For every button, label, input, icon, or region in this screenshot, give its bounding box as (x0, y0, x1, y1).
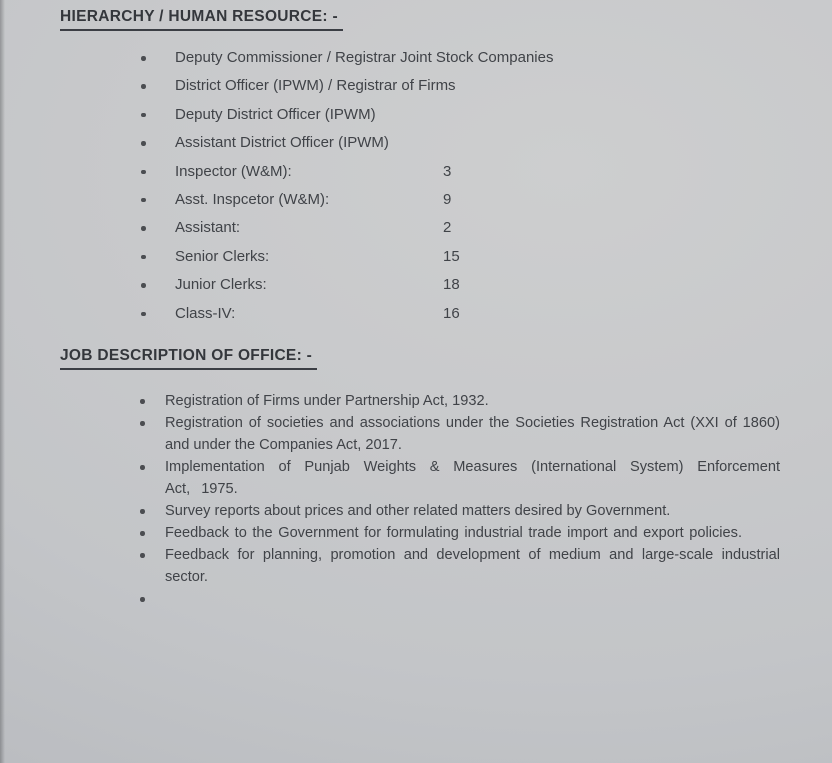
role-label: Deputy Commissioner / Registrar Joint Stock Companies (175, 49, 554, 66)
bullet-icon (141, 84, 146, 89)
job-text: Implementation of Punjab Weights & Measures (International System) Enforcement Act, 1975. (165, 459, 780, 497)
job-text: Survey reports about prices and other related matters desired by Government. (165, 503, 671, 519)
job-text: Registration of societies and associations under the Societies Registration Act (XXI of 1860) and under the Companies Act, 2017. (165, 415, 780, 453)
role-label: Assistant: (175, 219, 241, 237)
job-item (138, 500, 780, 522)
bullet-icon (141, 141, 146, 146)
hierarchy-row (140, 129, 720, 157)
role-label: Asst. Inspcetor (W&M): (175, 190, 330, 208)
bullet-icon (140, 421, 145, 426)
bullet-icon (141, 255, 146, 260)
job-item (138, 412, 780, 456)
job-text: Feedback to the Government for formulating industrial trade import and export policies. (165, 525, 743, 541)
bullet-icon (141, 113, 146, 118)
hierarchy-row (140, 72, 720, 100)
job-text: Feedback for planning, promotion and development of medium and large-scale industrial sector. (165, 547, 780, 585)
role-label: District Officer (IPWM) / Registrar of Firms (175, 77, 456, 95)
hierarchy-row (140, 101, 720, 129)
job-item (138, 456, 780, 500)
hierarchy-row (140, 186, 720, 214)
bullet-icon (141, 170, 146, 175)
job-item-empty (138, 588, 780, 610)
hierarchy-row (140, 214, 720, 242)
hierarchy-row (140, 44, 720, 72)
headcount-value: 18 (443, 276, 460, 294)
hierarchy-row (140, 243, 720, 271)
bullet-icon (140, 465, 145, 470)
role-label: Deputy District Officer (IPWM) (175, 105, 376, 123)
job-description-list (138, 390, 780, 610)
bullet-icon (141, 283, 146, 288)
role-label: Class-IV: (175, 304, 236, 322)
bullet-icon (141, 312, 146, 317)
headcount-value: 9 (443, 190, 452, 208)
job-text: Registration of Firms under Partnership Act, 1932. (165, 393, 489, 409)
hierarchy-row (140, 158, 720, 186)
bullet-icon (141, 56, 146, 61)
hierarchy-heading: HIERARCHY / HUMAN RESOURCE: - (60, 8, 343, 31)
bullet-icon (140, 531, 145, 536)
role-label: Junior Clerks: (175, 276, 267, 294)
job-item (138, 544, 780, 588)
job-description-heading: JOB DESCRIPTION OF OFFICE: - (60, 347, 317, 370)
role-label: Assistant District Officer (IPWM) (175, 134, 389, 152)
bullet-icon (140, 399, 145, 404)
bullet-icon (140, 509, 145, 514)
bullet-icon (141, 226, 146, 231)
hierarchy-row (140, 271, 720, 299)
bullet-icon (140, 597, 145, 602)
scan-edge-shadow (0, 0, 5, 763)
bullet-icon (141, 198, 146, 203)
hierarchy-list (140, 44, 720, 328)
role-label: Inspector (W&M): (175, 162, 292, 180)
headcount-value: 2 (443, 219, 452, 237)
bullet-icon (140, 553, 145, 558)
job-item (138, 390, 780, 412)
job-item (138, 522, 780, 544)
headcount-value: 16 (443, 304, 460, 322)
headcount-value: 3 (443, 162, 452, 180)
hierarchy-row (140, 300, 720, 328)
role-label: Senior Clerks: (175, 247, 270, 265)
headcount-value: 15 (443, 247, 460, 265)
